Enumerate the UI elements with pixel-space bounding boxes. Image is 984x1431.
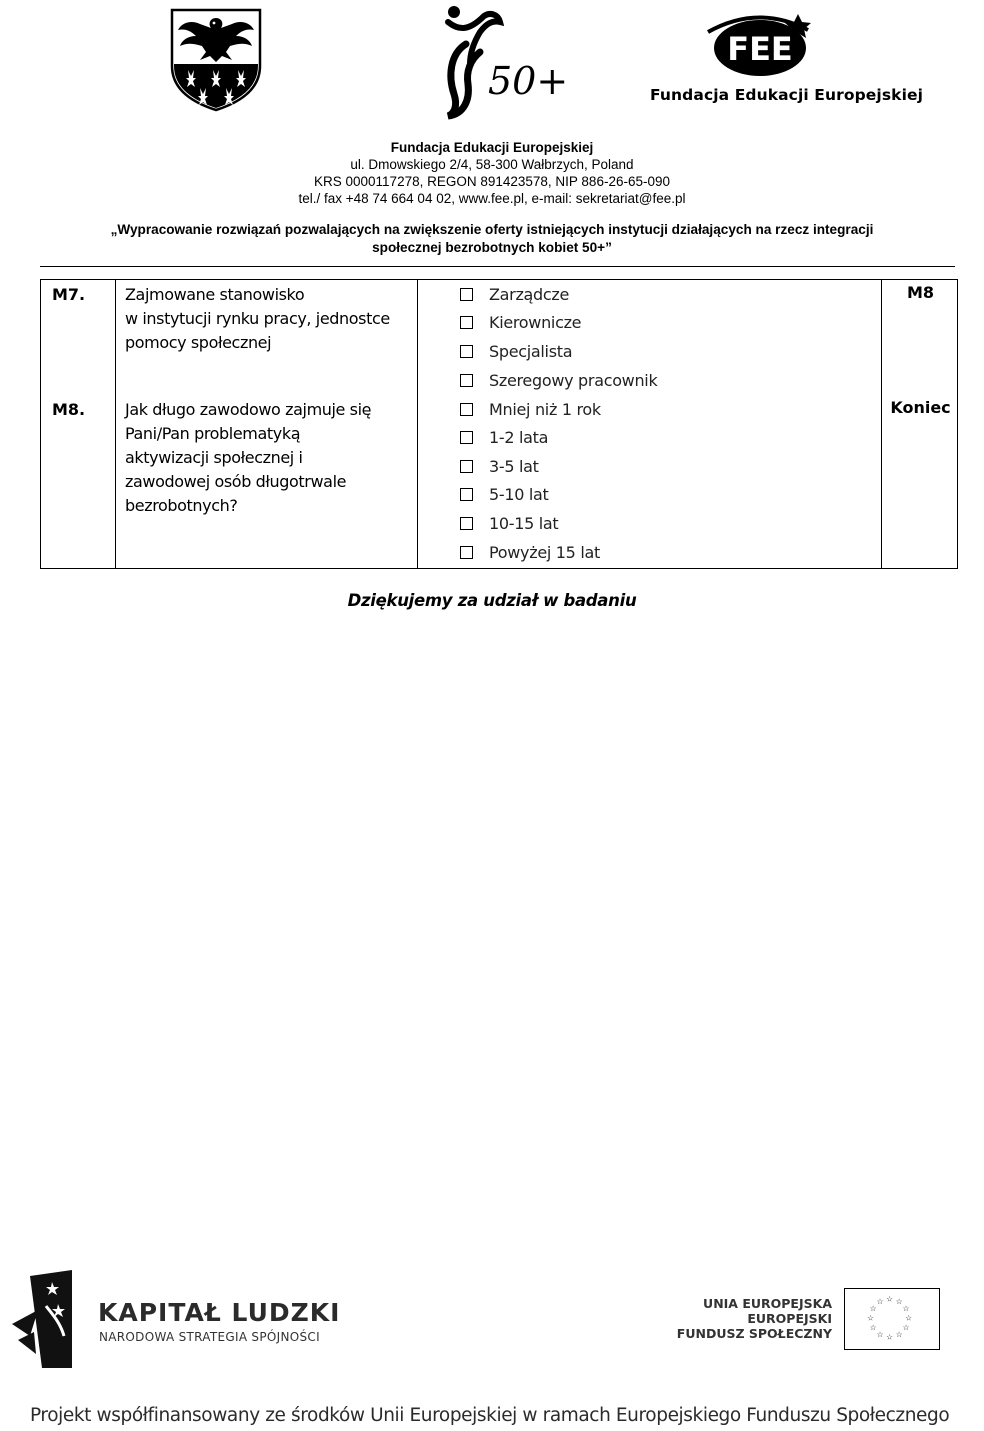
goto-target: M8	[906, 283, 935, 302]
answer-option-label: 1-2 lata	[489, 427, 549, 447]
thank-you-note: Dziękujemy za udział w badaniu	[347, 591, 637, 610]
eu-fund-label-line: FUNDUSZ SPOŁECZNY	[676, 1326, 832, 1341]
question-text-line: Pani/Pan problematyką	[125, 424, 301, 443]
fee-name: Fundacja Edukacji Europejskiej	[650, 86, 924, 104]
question-text	[125, 398, 415, 518]
question-text-line: aktywizacji społecznej i	[125, 448, 303, 467]
goto-target: Koniec	[890, 398, 951, 417]
eu-star-icon: ☆	[867, 1313, 874, 1323]
question-code: M7.	[52, 285, 86, 304]
eu-star-icon: ☆	[869, 1303, 877, 1313]
answer-option-label: Zarządcze	[489, 284, 570, 304]
question-table	[40, 279, 958, 569]
checkbox[interactable]	[460, 460, 473, 473]
answer-option-label: Specjalista	[489, 341, 573, 361]
eu-star-icon: ☆	[895, 1296, 903, 1306]
answer-option[interactable]	[460, 337, 572, 365]
project-title-line-1: „Wypracowanie rozwiązań pozwalających na zwiększenie oferty istniejących instytucji działających na rzecz integracji	[110, 222, 874, 237]
answer-option[interactable]	[460, 366, 657, 394]
question-code: M8.	[52, 400, 86, 419]
svg-text:FEE: FEE	[727, 30, 793, 68]
svg-text:50+: 50+	[488, 59, 569, 103]
checkbox[interactable]	[460, 546, 473, 559]
project-title	[0, 221, 984, 257]
fifty-plus-logo	[440, 2, 569, 120]
eu-star-icon: ☆	[876, 1296, 884, 1306]
answer-option[interactable]	[460, 395, 601, 423]
eu-star-icon: ☆	[876, 1329, 884, 1339]
question-text	[125, 283, 415, 355]
table-divider	[115, 280, 116, 568]
address-registry: KRS 0000117278, REGON 891423578, NIP 886-26-65-090	[314, 174, 670, 189]
eu-fund-label-line: EUROPEJSKI	[747, 1311, 832, 1326]
header-divider	[40, 266, 955, 267]
answer-option-label: Kierownicze	[489, 312, 582, 332]
kapital-ludzki-subtitle: NARODOWA STRATEGIA SPÓJNOŚCI	[99, 1330, 320, 1344]
checkbox[interactable]	[460, 517, 473, 530]
eu-star-icon: ☆	[886, 1294, 894, 1304]
eu-fund-label	[677, 1296, 832, 1341]
kapital-ludzki-title: KAPITAŁ LUDZKI	[98, 1298, 341, 1327]
checkbox[interactable]	[460, 403, 473, 416]
eu-star-icon: ☆	[902, 1322, 910, 1332]
answer-option[interactable]	[460, 280, 569, 308]
answer-option-label: Mniej niż 1 rok	[489, 399, 601, 419]
checkbox[interactable]	[460, 488, 473, 501]
question-text-line: zawodowej osób długotrwale	[125, 472, 347, 491]
answer-option[interactable]	[460, 423, 548, 451]
answer-option[interactable]	[460, 509, 558, 537]
eu-star-icon: ☆	[895, 1329, 903, 1339]
answer-option[interactable]	[460, 308, 581, 336]
answer-option[interactable]	[460, 480, 549, 508]
kapital-ludzki-logo	[8, 1270, 76, 1368]
funding-statement: Projekt współfinansowany ze środków Unii Europejskiej w ramach Europejskiego Funduszu Społecznego	[30, 1405, 950, 1426]
answer-option-label: 10-15 lat	[489, 513, 559, 533]
address-street: ul. Dmowskiego 2/4, 58-300 Wałbrzych, Poland	[350, 157, 634, 172]
table-divider	[417, 280, 418, 568]
answer-option-label: 3-5 lat	[489, 456, 539, 476]
question-text-line: bezrobotnych?	[125, 496, 238, 515]
checkbox[interactable]	[460, 431, 473, 444]
checkbox[interactable]	[460, 316, 473, 329]
answer-option-label: Szeregowy pracownik	[489, 370, 658, 390]
question-text-line: pomocy społecznej	[125, 333, 272, 352]
address-contact: tel./ fax +48 74 664 04 02, www.fee.pl, e-mail: sekretariat@fee.pl	[298, 191, 686, 206]
answer-option-label: Powyżej 15 lat	[489, 542, 600, 562]
eu-star-icon: ☆	[869, 1322, 877, 1332]
eu-star-icon: ☆	[905, 1313, 913, 1323]
question-text-line: Jak długo zawodowo zajmuje się	[125, 400, 372, 419]
eu-flag-icon	[844, 1288, 940, 1350]
question-text-line: w instytucji rynku pracy, jednostce	[125, 309, 390, 328]
eu-fund-label-line: UNIA EUROPEJSKA	[703, 1296, 832, 1311]
checkbox[interactable]	[460, 345, 473, 358]
answer-option[interactable]	[460, 538, 600, 566]
coat-of-arms-logo	[170, 8, 262, 112]
eu-star-icon: ☆	[902, 1303, 910, 1313]
question-text-line: Zajmowane stanowisko	[125, 285, 305, 304]
answer-option-label: 5-10 lat	[489, 484, 549, 504]
answer-option[interactable]	[460, 452, 539, 480]
address-organization: Fundacja Edukacji Europejskiej	[390, 140, 594, 155]
table-divider	[881, 280, 882, 568]
project-title-line-2: społecznej bezrobotnych kobiet 50+”	[372, 240, 612, 255]
checkbox[interactable]	[460, 374, 473, 387]
checkbox[interactable]	[460, 288, 473, 301]
eu-star-icon: ☆	[886, 1332, 894, 1342]
